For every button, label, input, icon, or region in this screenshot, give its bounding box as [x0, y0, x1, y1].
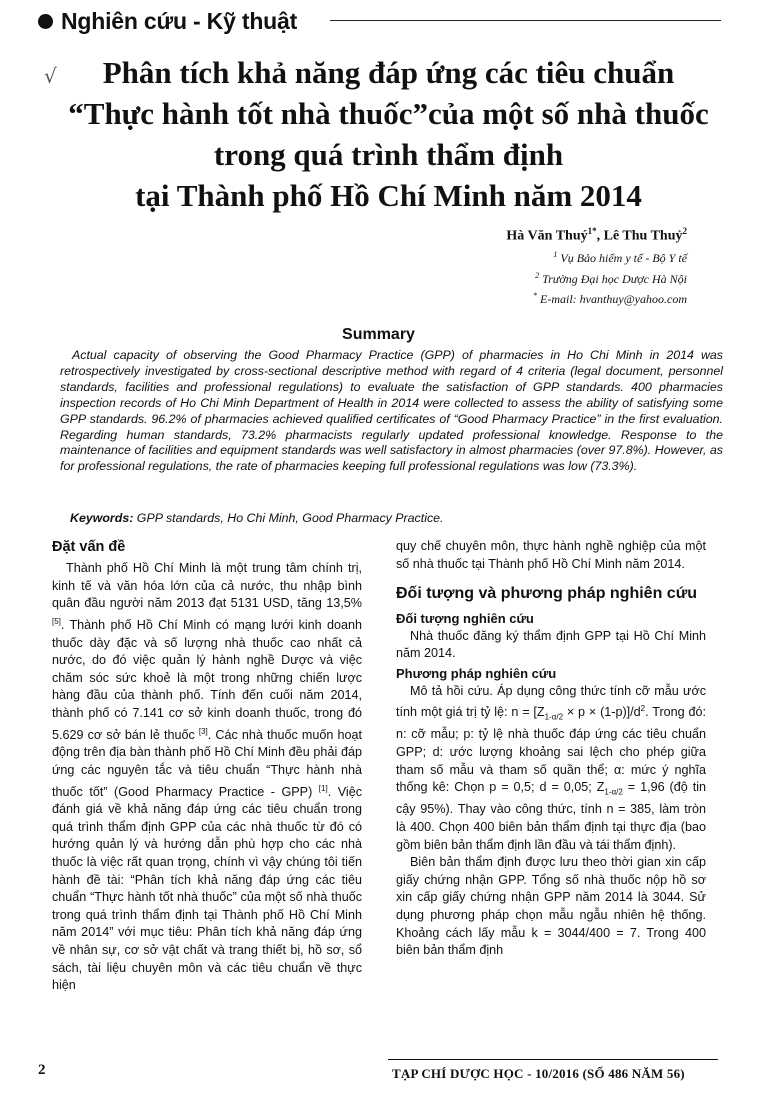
summary-heading: Summary — [342, 326, 415, 343]
keywords — [60, 511, 723, 525]
affiliation-1-text: Vụ Bảo hiểm y tế - Bộ Y tế — [560, 251, 687, 265]
intro-text-b: . Thành phố Hồ Chí Minh có mạng lưới kinh doanh thuốc dày đặc và số lượng nhà thuốc cao nhất cả nước, do đó việc quản lý hành nghề Dược và việc chăm sóc sức khoẻ là một trong những chiến lược hàng đầu của thành phố. Tính đến cuối năm 2014, thành phố có 7.141 cơ sở kinh doanh thuốc, trong đó 5.629 cơ sở bán lẻ thuốc — [52, 617, 362, 742]
top-rule — [330, 20, 721, 21]
continuation-paragraph: quy chế chuyên môn, thực hành nghề nghiệp của một số nhà thuốc tại Thành phố Hồ Chí Minh năm 2014. — [396, 539, 706, 571]
authors — [506, 226, 687, 245]
keywords-label: Keywords: — [70, 511, 134, 525]
affiliation-2-text: Trường Đại học Dược Hà Nội — [542, 272, 687, 286]
heading-methods: Đối tượng và phương pháp nghiên cứu — [396, 585, 698, 603]
left-column — [52, 538, 362, 995]
article-title — [60, 52, 717, 216]
journal-name: TẠP CHÍ DƯỢC HỌC - 10/2016 (SỐ 486 NĂM 56) — [392, 1066, 685, 1081]
sampling-paragraph: Biên bản thẩm định được lưu theo thời gian xin cấp giấy chứng nhận GPP. Tổng số nhà thuốc nộp hồ sơ xin cấp giấy chứng nhận GPP năm 2014 là 3044. Sử dụng phương pháp chọn mẫu ngẫu nhiên hệ thống. Khoảng cách lấy mẫu k = 3044/400 = 7. Trong 400 biên bản thẩm định — [396, 855, 706, 958]
author-separator: , — [596, 228, 604, 244]
intro-text-c: . Các nhà thuốc muốn hoạt động trên địa bàn thành phố Hồ Chí Minh đều phải đáp ứng các nguyên tắc và tiêu chuẩn “Thực hành nhà thuốc tốt” (Good Pharmacy Practice - GPP) — [52, 727, 362, 799]
affiliation-email-mark: * — [533, 291, 537, 300]
footer-rule — [388, 1059, 718, 1060]
intro-text-d: . Việc đánh giá về khả năng đáp ứng các tiêu chuẩn trong quá trình thẩm định GPP của các nhà thuốc từ đó có hướng quản lý và hướng dẫn phù hợp cho các nhà thuốc là việc rất quan trọng, chính vì vậy chúng tôi tiến hành đề tài: “Phân tích khả năng đáp ứng các tiêu chuẩn “Thực hành tốt nhà thuốc” của một số nhà thuốc trong quá trình thẩm định tại Thành phố Hồ Chí Minh năm 2014” với mục tiêu: Phân tích khả năng đáp ứng về nhân sự, cơ sở vật chất và trang thiết bị, hồ sơ, sổ sách, tài liệu chuyên môn và các tiêu chuẩn về thực hiện — [52, 784, 362, 993]
affiliation-2 — [535, 271, 687, 287]
author-1: Hà Văn Thuý — [506, 228, 588, 244]
method-text-d: = 1,96 (độ tin cậy 95%). Thay vào công thức, tính n = 385, làm tròn là 400. Chọn 400 biên bản thẩm định tại thực địa (bao gồm biên bản thẩm định lần đầu và tái thẩm định). — [396, 780, 706, 852]
title-line-3: trong quá trình thẩm định — [213, 137, 564, 172]
affiliation-email — [533, 291, 687, 307]
title-line-2: “Thực hành tốt nhà thuốc”của một số nhà thuốc — [68, 96, 709, 131]
method-text-c: . Trong đó: n: cỡ mẫu; p: tỷ lệ nhà thuốc đáp ứng các tiêu chuẩn GPP; d: ước lượng khoảng sai lệch cho phép giữa tham số mẫu và tham số quần thể; α: mức ý nghĩa thống kê: Chọn p = 0,5; d = 0,05; Z — [396, 705, 706, 795]
title-line-1: Phân tích khả năng đáp ứng các tiêu chuẩn — [102, 55, 675, 90]
author-2-mark: 2 — [682, 226, 687, 236]
heading-introduction: Đặt vấn đề — [52, 539, 126, 555]
summary-body: Actual capacity of observing the Good Pharmacy Practice (GPP) of pharmacies in Ho Chi Minh in 2014 was retrospectively investigated by cross-sectional descriptive method with regard of 4 criteria (legal document, personnel standards, facilities and professional regulations) to evaluate the satisfaction of GPP standards. 400 pharmacies inspection records of Ho Chi Minh Department of Health in 2014 were collected to assess the ability of satisfying some GPP standards. 96.2% of pharmacies achieved qualified certificates of “Good Pharmacy Practice” in the first evaluation. Regarding human standards, 73.2% pharmacists regularly updated professional knowledge. Response to the maintenance of facilities and equipment standards was well satisfactory in almost pharmacies (over 97.8%). However, as for professional regulations, the rate of pharmacies keeping full professional regulations was low (73.3%). — [60, 348, 723, 474]
bullet-icon — [38, 14, 53, 29]
page-number: 2 — [38, 1062, 46, 1078]
introduction-paragraph — [52, 560, 362, 995]
ref-1: [1] — [318, 783, 328, 793]
subheading-subjects: Đối tượng nghiên cứu — [396, 611, 534, 627]
section-label: Nghiên cứu - Kỹ thuật — [61, 8, 298, 34]
method-text-a: Mô tả hồi cứu. Áp dụng công thức tính cỡ mẫu ước tính một giá trị tỷ lệ: n = [Z — [396, 683, 706, 720]
email-text: E-mail: hvanthuy@yahoo.com — [540, 292, 687, 306]
formula-subscript-1: 1-α/2 — [544, 712, 564, 722]
ref-3: [3] — [198, 726, 208, 736]
author-1-mark: 1* — [587, 226, 597, 236]
section-header — [38, 8, 297, 35]
author-2: Lê Thu Thuỷ — [603, 228, 683, 244]
title-line-4: tại Thành phố Hồ Chí Minh năm 2014 — [135, 178, 642, 213]
keywords-text: GPP standards, Ho Chi Minh, Good Pharmacy Practice. — [133, 511, 444, 525]
subjects-paragraph: Nhà thuốc đăng ký thẩm định GPP tại Hồ Chí Minh năm 2014. — [396, 628, 706, 661]
affiliation-2-mark: 2 — [535, 271, 540, 280]
method-paragraph — [396, 683, 706, 855]
formula-subscript-2: 1-α/2 — [604, 787, 623, 797]
affiliation-1 — [553, 250, 687, 266]
method-text-b: × p × (1-p)]/d — [563, 705, 641, 720]
right-column — [396, 538, 706, 960]
ref-5: [5] — [52, 616, 61, 626]
affiliation-1-mark: 1 — [553, 250, 558, 259]
intro-text-a: Thành phố Hồ Chí Minh là một trung tâm chính trị, kinh tế và văn hóa lớn của cả nước, thu nhập bình quân đầu người năm 2013 đạt 5131 USD, tăng 13,5% — [52, 561, 362, 611]
subheading-method: Phương pháp nghiên cứu — [396, 665, 557, 681]
formula-superscript: 2 — [640, 704, 646, 714]
check-mark: √ — [44, 64, 57, 88]
